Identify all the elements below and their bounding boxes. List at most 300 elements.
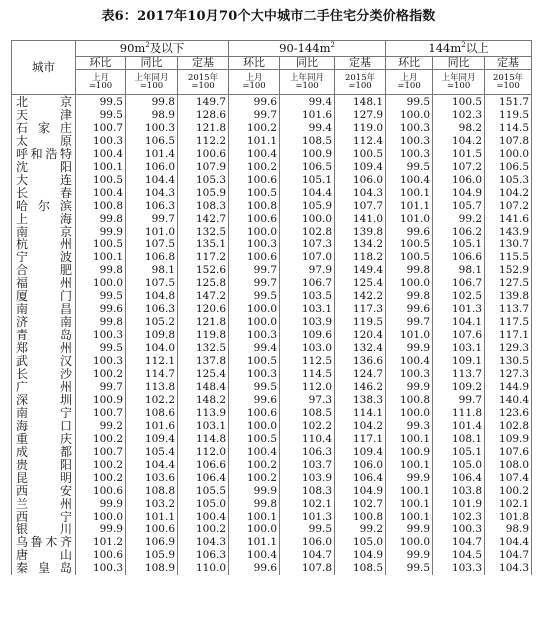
value-cell: 100.3	[76, 562, 126, 575]
value-cell: 100.2	[178, 523, 229, 536]
value-cell: 104.0	[126, 342, 178, 355]
value-cell: 106.0	[280, 536, 335, 549]
value-cell: 100.3	[386, 122, 433, 135]
value-cell: 102.1	[485, 498, 532, 511]
value-cell: 142.7	[178, 213, 229, 226]
value-cell: 132.5	[178, 226, 229, 239]
city-cell: 广州	[12, 381, 76, 394]
value-cell: 100.6	[229, 407, 280, 420]
value-cell: 107.8	[485, 135, 532, 148]
value-cell: 99.9	[386, 381, 433, 394]
value-cell: 104.3	[126, 187, 178, 200]
value-cell: 104.1	[433, 316, 485, 329]
value-cell: 107.2	[485, 200, 532, 213]
value-cell: 119.5	[485, 109, 532, 122]
value-cell: 127.3	[485, 368, 532, 381]
value-cell: 106.9	[126, 536, 178, 549]
value-cell: 148.1	[335, 95, 386, 109]
value-cell: 147.2	[178, 290, 229, 303]
value-cell: 135.1	[178, 238, 229, 251]
city-cell: 太原	[12, 135, 76, 148]
value-cell: 99.8	[76, 316, 126, 329]
value-cell: 128.6	[178, 109, 229, 122]
value-cell: 102.2	[280, 420, 335, 433]
city-cell: 天津	[12, 109, 76, 122]
city-cell: 厦门	[12, 290, 76, 303]
city-cell: 昆明	[12, 472, 76, 485]
value-cell: 100.3	[229, 238, 280, 251]
value-cell: 98.1	[433, 264, 485, 277]
value-cell: 101.4	[433, 420, 485, 433]
value-cell: 142.2	[335, 290, 386, 303]
value-cell: 109.2	[433, 381, 485, 394]
value-cell: 112.0	[280, 381, 335, 394]
value-cell: 103.1	[280, 303, 335, 316]
value-cell: 101.6	[280, 109, 335, 122]
value-cell: 100.0	[386, 536, 433, 549]
value-cell: 100.0	[485, 148, 532, 161]
value-cell: 112.5	[280, 355, 335, 368]
value-cell: 100.9	[76, 394, 126, 407]
sub-header-yoy: 同比	[280, 57, 335, 70]
value-cell: 132.5	[178, 342, 229, 355]
value-cell: 99.5	[386, 95, 433, 109]
value-cell: 109.4	[335, 446, 386, 459]
sub-header-yoy: 同比	[433, 57, 485, 70]
value-cell: 99.9	[76, 523, 126, 536]
value-cell: 103.7	[280, 459, 335, 472]
value-cell: 100.0	[280, 213, 335, 226]
value-cell: 123.6	[485, 407, 532, 420]
value-cell: 105.0	[178, 498, 229, 511]
value-cell: 101.3	[433, 303, 485, 316]
value-cell: 137.8	[178, 355, 229, 368]
value-cell: 100.8	[386, 394, 433, 407]
value-cell: 108.1	[433, 433, 485, 446]
value-cell: 100.3	[386, 148, 433, 161]
value-cell: 99.7	[76, 381, 126, 394]
table-row	[12, 472, 532, 485]
value-cell: 125.8	[178, 277, 229, 290]
city-cell: 上海	[12, 213, 76, 226]
city-cell: 呼和浩特	[12, 148, 76, 161]
value-cell: 99.2	[76, 420, 126, 433]
value-cell: 99.4	[229, 342, 280, 355]
value-cell: 100.2	[485, 485, 532, 498]
value-cell: 100.6	[76, 549, 126, 562]
value-cell: 100.6	[229, 213, 280, 226]
value-cell: 105.4	[126, 446, 178, 459]
value-cell: 100.3	[229, 329, 280, 342]
value-cell: 130.5	[485, 355, 532, 368]
value-cell: 119.5	[335, 316, 386, 329]
value-cell: 99.5	[76, 342, 126, 355]
value-cell: 111.8	[433, 407, 485, 420]
value-cell: 112.4	[335, 135, 386, 148]
value-cell: 100.5	[386, 251, 433, 264]
city-cell: 兰州	[12, 498, 76, 511]
value-cell: 102.1	[280, 498, 335, 511]
city-cell: 杭州	[12, 238, 76, 251]
value-cell: 114.8	[178, 433, 229, 446]
city-cell: 沈阳	[12, 161, 76, 174]
value-cell: 101.2	[76, 536, 126, 549]
table-row	[12, 277, 532, 290]
table-row	[12, 549, 532, 562]
value-cell: 99.5	[386, 562, 433, 575]
table-row	[12, 109, 532, 122]
value-cell: 107.4	[485, 472, 532, 485]
value-cell: 114.7	[126, 368, 178, 381]
value-cell: 100.4	[76, 148, 126, 161]
table-row	[12, 329, 532, 342]
value-cell: 99.5	[280, 523, 335, 536]
table-row	[12, 264, 532, 277]
table-row	[12, 238, 532, 251]
value-cell: 120.6	[178, 303, 229, 316]
table-body	[12, 95, 532, 576]
value-cell: 117.5	[485, 316, 532, 329]
value-cell: 104.3	[485, 562, 532, 575]
value-cell: 100.4	[229, 446, 280, 459]
value-cell: 100.0	[386, 109, 433, 122]
value-cell: 99.8	[386, 290, 433, 303]
value-cell: 104.3	[335, 187, 386, 200]
value-cell: 100.5	[433, 95, 485, 109]
value-cell: 100.5	[386, 238, 433, 251]
value-cell: 115.5	[485, 251, 532, 264]
value-cell: 99.5	[229, 381, 280, 394]
value-cell: 100.0	[229, 316, 280, 329]
value-cell: 106.0	[433, 174, 485, 187]
value-cell: 100.8	[229, 200, 280, 213]
value-cell: 98.9	[126, 109, 178, 122]
value-cell: 100.4	[229, 148, 280, 161]
city-cell: 合肥	[12, 264, 76, 277]
value-cell: 99.9	[76, 226, 126, 239]
table-row	[12, 316, 532, 329]
value-cell: 105.0	[335, 536, 386, 549]
value-cell: 99.8	[126, 95, 178, 109]
city-cell: 贵阳	[12, 459, 76, 472]
value-cell: 141.0	[335, 213, 386, 226]
value-cell: 134.2	[335, 238, 386, 251]
value-cell: 100.0	[386, 277, 433, 290]
value-cell: 105.0	[433, 459, 485, 472]
value-cell: 101.3	[280, 511, 335, 524]
value-cell: 100.5	[229, 355, 280, 368]
value-cell: 114.5	[485, 122, 532, 135]
value-cell: 99.5	[76, 290, 126, 303]
value-cell: 118.2	[335, 251, 386, 264]
city-cell: 银川	[12, 523, 76, 536]
city-cell: 长春	[12, 187, 76, 200]
sub-header-base: 定基	[335, 57, 386, 70]
table-row	[12, 562, 532, 575]
table-row	[12, 407, 532, 420]
value-cell: 100.1	[386, 459, 433, 472]
city-cell: 青岛	[12, 329, 76, 342]
value-cell: 99.9	[386, 472, 433, 485]
value-cell: 100.5	[335, 148, 386, 161]
value-cell: 100.1	[386, 433, 433, 446]
value-cell: 106.3	[126, 200, 178, 213]
table-row	[12, 459, 532, 472]
value-cell: 107.9	[178, 161, 229, 174]
table-row	[12, 511, 532, 524]
value-cell: 104.2	[335, 420, 386, 433]
value-cell: 140.4	[485, 394, 532, 407]
value-cell: 132.4	[335, 342, 386, 355]
value-cell: 105.9	[280, 200, 335, 213]
value-cell: 106.0	[335, 174, 386, 187]
value-cell: 141.6	[485, 213, 532, 226]
value-cell: 100.3	[126, 122, 178, 135]
city-cell: 海口	[12, 420, 76, 433]
value-cell: 106.5	[485, 161, 532, 174]
unit-header-last-year: 上年同月 =100	[126, 70, 178, 95]
value-cell: 100.1	[229, 511, 280, 524]
value-cell: 100.6	[229, 251, 280, 264]
value-cell: 99.9	[229, 485, 280, 498]
value-cell: 107.0	[280, 251, 335, 264]
value-cell: 103.6	[126, 472, 178, 485]
value-cell: 108.5	[280, 135, 335, 148]
city-cell: 郑州	[12, 342, 76, 355]
table-row	[12, 485, 532, 498]
value-cell: 105.1	[433, 446, 485, 459]
value-cell: 98.1	[126, 264, 178, 277]
value-cell: 113.9	[178, 407, 229, 420]
value-cell: 100.5	[229, 187, 280, 200]
value-cell: 110.4	[280, 433, 335, 446]
table-row	[12, 187, 532, 200]
unit-header-last-month: 上月 =100	[76, 70, 126, 95]
value-cell: 103.3	[433, 562, 485, 575]
value-cell: 99.9	[386, 523, 433, 536]
value-cell: 100.6	[126, 523, 178, 536]
value-cell: 105.3	[485, 174, 532, 187]
value-cell: 99.7	[386, 316, 433, 329]
value-cell: 103.9	[280, 316, 335, 329]
unit-header-base-year: 2015年 =100	[335, 70, 386, 95]
city-cell: 北京	[12, 95, 76, 109]
value-cell: 106.6	[433, 251, 485, 264]
group-header-large: $144m^2$以上	[386, 41, 532, 57]
value-cell: 105.3	[178, 174, 229, 187]
table-row	[12, 148, 532, 161]
value-cell: 100.3	[386, 368, 433, 381]
value-cell: 100.6	[229, 174, 280, 187]
value-cell: 106.3	[280, 446, 335, 459]
value-cell: 136.6	[335, 355, 386, 368]
value-cell: 106.5	[280, 161, 335, 174]
table-row	[12, 355, 532, 368]
value-cell: 101.6	[126, 420, 178, 433]
value-cell: 108.0	[485, 459, 532, 472]
value-cell: 121.8	[178, 316, 229, 329]
value-cell: 104.7	[433, 536, 485, 549]
value-cell: 114.5	[280, 368, 335, 381]
value-cell: 99.2	[433, 213, 485, 226]
value-cell: 102.5	[433, 290, 485, 303]
value-cell: 104.9	[335, 485, 386, 498]
value-cell: 103.1	[433, 342, 485, 355]
sub-header-mom: 环比	[229, 57, 280, 70]
value-cell: 99.6	[229, 95, 280, 109]
city-cell: 南京	[12, 226, 76, 239]
value-cell: 108.5	[280, 407, 335, 420]
value-cell: 105.1	[433, 238, 485, 251]
value-cell: 99.7	[229, 277, 280, 290]
city-cell: 南昌	[12, 303, 76, 316]
value-cell: 100.1	[76, 251, 126, 264]
value-cell: 108.5	[335, 562, 386, 575]
value-cell: 100.8	[76, 200, 126, 213]
value-cell: 103.0	[280, 342, 335, 355]
value-cell: 146.2	[335, 381, 386, 394]
value-cell: 109.9	[485, 433, 532, 446]
sub-header-yoy: 同比	[126, 57, 178, 70]
value-cell: 99.3	[386, 420, 433, 433]
table-row	[12, 446, 532, 459]
value-cell: 100.3	[229, 368, 280, 381]
value-cell: 100.4	[229, 549, 280, 562]
value-cell: 100.1	[386, 485, 433, 498]
city-cell: 深圳	[12, 394, 76, 407]
value-cell: 117.1	[335, 433, 386, 446]
value-cell: 97.9	[280, 264, 335, 277]
value-cell: 99.8	[386, 264, 433, 277]
value-cell: 117.1	[485, 329, 532, 342]
table-row	[12, 303, 532, 316]
value-cell: 106.0	[126, 161, 178, 174]
city-cell: 宁波	[12, 251, 76, 264]
city-cell: 石家庄	[12, 122, 76, 135]
city-cell: 西宁	[12, 511, 76, 524]
value-cell: 129.3	[485, 342, 532, 355]
value-cell: 102.2	[126, 394, 178, 407]
table-row	[12, 420, 532, 433]
table-row	[12, 536, 532, 549]
value-cell: 101.1	[386, 200, 433, 213]
value-cell: 100.1	[386, 187, 433, 200]
price-index-table	[11, 40, 532, 575]
city-column-header: 城市	[12, 41, 76, 95]
value-cell: 148.4	[178, 381, 229, 394]
value-cell: 106.7	[433, 277, 485, 290]
table-row	[12, 433, 532, 446]
value-cell: 99.7	[433, 394, 485, 407]
value-cell: 100.8	[335, 511, 386, 524]
value-cell: 104.4	[126, 174, 178, 187]
table-row	[12, 135, 532, 148]
value-cell: 106.2	[433, 226, 485, 239]
value-cell: 99.8	[76, 213, 126, 226]
value-cell: 108.3	[178, 200, 229, 213]
value-cell: 113.8	[126, 381, 178, 394]
value-cell: 107.8	[280, 562, 335, 575]
city-cell: 秦皇岛	[12, 562, 76, 575]
value-cell: 106.8	[126, 251, 178, 264]
value-cell: 99.4	[280, 95, 335, 109]
value-cell: 143.9	[485, 226, 532, 239]
value-cell: 104.3	[178, 536, 229, 549]
value-cell: 99.9	[386, 549, 433, 562]
table-title: 表6：2017年10月70个大中城市二手住宅分类价格指数	[101, 9, 436, 24]
value-cell: 105.1	[280, 174, 335, 187]
value-cell: 100.2	[76, 368, 126, 381]
unit-header-last-month: 上月 =100	[386, 70, 433, 95]
value-cell: 99.6	[229, 562, 280, 575]
value-cell: 100.1	[386, 511, 433, 524]
unit-header-last-month: 上月 =100	[229, 70, 280, 95]
value-cell: 100.1	[76, 161, 126, 174]
value-cell: 127.9	[335, 109, 386, 122]
value-cell: 100.7	[76, 407, 126, 420]
value-cell: 101.9	[433, 498, 485, 511]
value-cell: 101.0	[386, 329, 433, 342]
value-cell: 99.7	[229, 109, 280, 122]
value-cell: 104.5	[433, 549, 485, 562]
value-cell: 100.2	[76, 459, 126, 472]
value-cell: 119.0	[335, 122, 386, 135]
value-cell: 119.8	[178, 329, 229, 342]
value-cell: 106.4	[178, 472, 229, 485]
sub-header-base: 定基	[178, 57, 229, 70]
value-cell: 149.7	[178, 95, 229, 109]
table-row	[12, 342, 532, 355]
value-cell: 101.0	[126, 226, 178, 239]
value-cell: 99.5	[229, 290, 280, 303]
value-cell: 102.3	[433, 511, 485, 524]
value-cell: 152.6	[178, 264, 229, 277]
city-cell: 福州	[12, 277, 76, 290]
city-cell: 重庆	[12, 433, 76, 446]
value-cell: 107.6	[433, 329, 485, 342]
value-cell: 100.4	[76, 187, 126, 200]
value-cell: 99.8	[76, 264, 126, 277]
value-cell: 100.0	[229, 226, 280, 239]
value-cell: 127.5	[485, 277, 532, 290]
value-cell: 120.4	[335, 329, 386, 342]
value-cell: 99.2	[335, 523, 386, 536]
value-cell: 107.5	[126, 238, 178, 251]
value-cell: 103.1	[178, 420, 229, 433]
city-cell: 长沙	[12, 368, 76, 381]
value-cell: 108.3	[280, 485, 335, 498]
value-cell: 151.7	[485, 95, 532, 109]
value-cell: 100.2	[229, 472, 280, 485]
value-cell: 100.6	[76, 485, 126, 498]
table-row	[12, 226, 532, 239]
value-cell: 99.8	[229, 498, 280, 511]
value-cell: 102.8	[485, 420, 532, 433]
value-cell: 109.4	[126, 433, 178, 446]
city-cell: 成都	[12, 446, 76, 459]
value-cell: 103.5	[280, 290, 335, 303]
value-cell: 99.6	[229, 394, 280, 407]
value-cell: 104.9	[335, 549, 386, 562]
value-cell: 100.4	[386, 355, 433, 368]
table-row	[12, 368, 532, 381]
table-row	[12, 394, 532, 407]
value-cell: 105.5	[178, 485, 229, 498]
value-cell: 97.3	[280, 394, 335, 407]
sub-header-base: 定基	[485, 57, 532, 70]
value-cell: 103.9	[280, 472, 335, 485]
value-cell: 99.7	[229, 264, 280, 277]
